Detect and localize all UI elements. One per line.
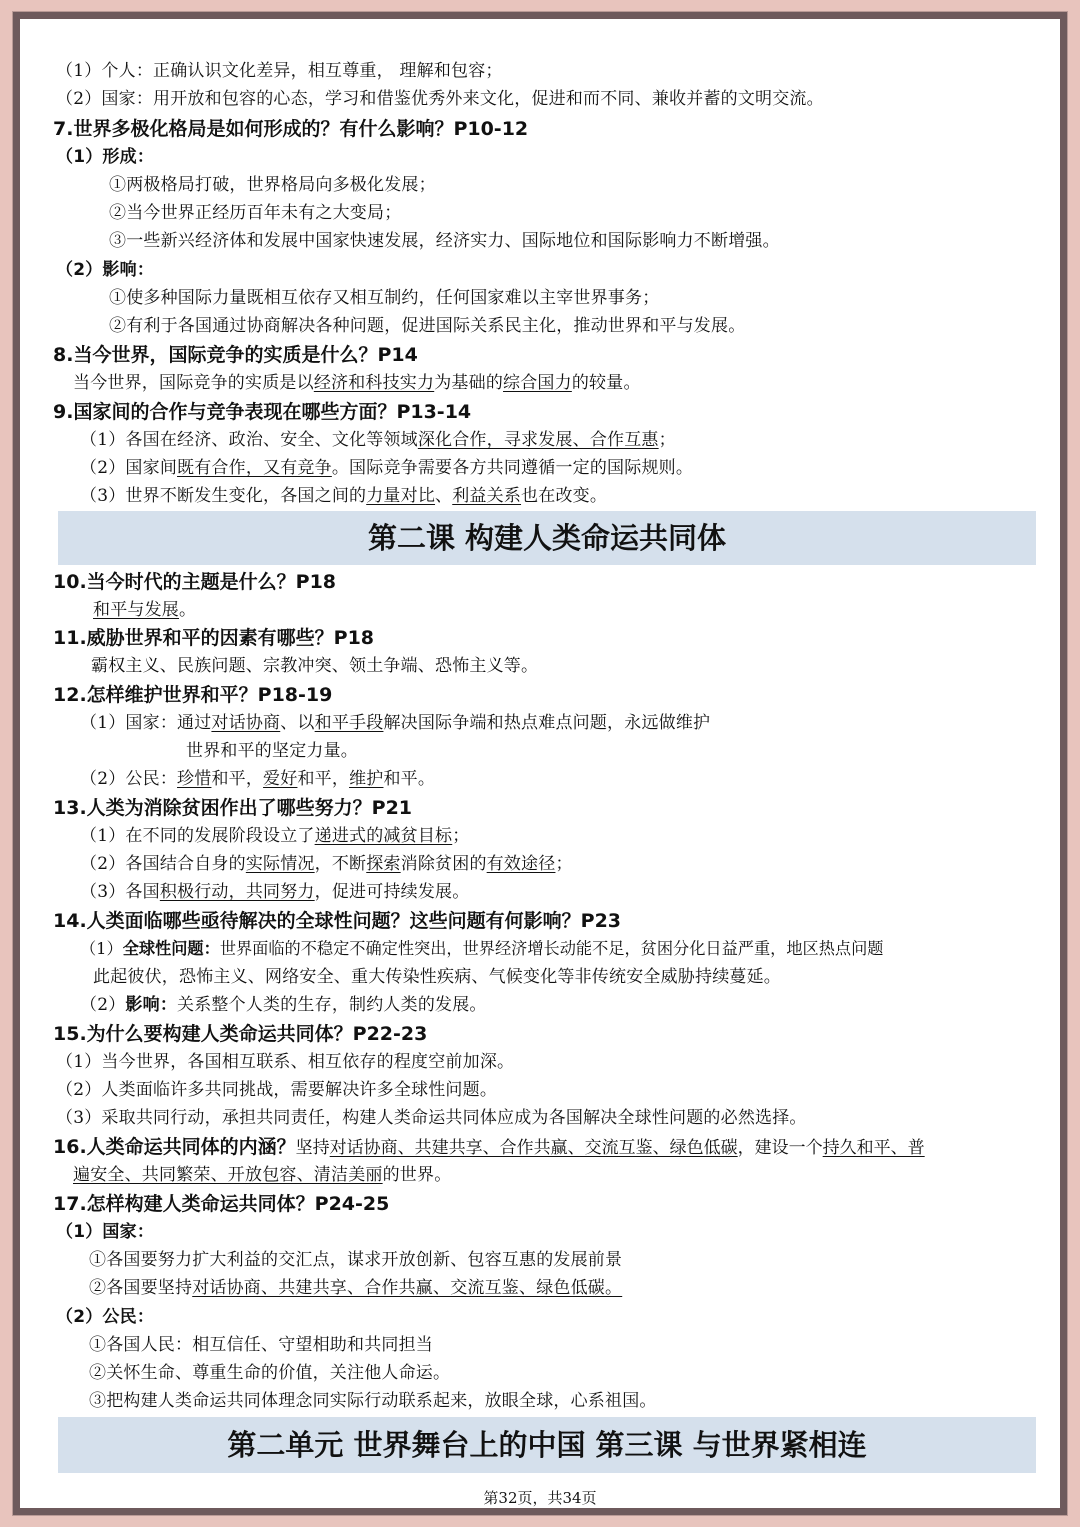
q15-answer-2: （2）人类面临许多共同挑战，需要解决许多全球性问题。 xyxy=(56,1080,498,1100)
q17-citizen-3: ③把构建人类命运共同体理念同实际行动联系起来，放眼全球，心系祖国。 xyxy=(89,1391,657,1411)
q9-answer-3: （3）世界不断发生变化，各国之间的力量对比、利益关系也在改变。 xyxy=(80,486,608,506)
q17-citizen-label: （2）公民： xyxy=(56,1307,155,1327)
q7-impact-1: ①使多种国际力量既相互依存又相互制约，任何国家难以主宰世界事务； xyxy=(109,288,660,308)
q9-answer-2: （2）国家间既有合作，又有竞争。国际竞争需要各方共同遵循一定的国际规则。 xyxy=(80,458,694,478)
q15-answer-3: （3）采取共同行动，承担共同责任，构建人类命运共同体应成为各国解决全球性问题的必然选择。 xyxy=(56,1108,807,1128)
q7-impact-label: （2）影响： xyxy=(56,260,155,280)
question-9: 9.国家间的合作与竞争表现在哪些方面？P13-14 xyxy=(53,401,472,423)
page-frame xyxy=(13,12,1067,1515)
q7-formation-2: ②当今世界正经历百年未有之大变局； xyxy=(109,203,402,223)
q13-answer-2: （2）各国结合自身的实际情况，不断探索消除贫困的有效途径； xyxy=(80,854,573,874)
unit-2-banner: 第二单元 世界舞台上的中国 第三课 与世界紧相连 xyxy=(58,1417,1036,1473)
q9-answer-1: （1）各国在经济、政治、安全、文化等领域深化合作，寻求发展、合作互惠； xyxy=(80,430,676,450)
q10-answer: 和平与发展。 xyxy=(93,600,197,620)
question-12: 12.怎样维护世界和平？P18-19 xyxy=(53,684,333,706)
q7-impact-2: ②有利于各国通过协商解决各种问题，促进国际关系民主化，推动世界和平与发展。 xyxy=(109,316,746,336)
q7-formation-3: ③一些新兴经济体和发展中国家快速发展，经济实力、国际地位和国际影响力不断增强。 xyxy=(109,231,780,251)
q8-answer: 当今世界，国际竞争的实质是以经济和科技实力为基础的综合国力的较量。 xyxy=(73,373,641,393)
q12-answer-2: （2）公民：珍惜和平，爱好和平，维护和平。 xyxy=(80,769,436,789)
lesson-2-banner: 第二课 构建人类命运共同体 xyxy=(58,511,1036,565)
q17-citizen-1: ①各国人民：相互信任、守望相助和共同担当 xyxy=(89,1335,433,1355)
page-number: 第32页，共34页 xyxy=(483,1489,597,1507)
q7-formation-label: （1）形成： xyxy=(56,147,155,167)
culture-individual-line: （1）个人：正确认识文化差异，相互尊重， 理解和包容； xyxy=(56,61,503,81)
q17-nation-1: ①各国要努力扩大利益的交汇点，谋求开放创新、包容互惠的发展前景 xyxy=(89,1250,623,1270)
q12-answer-1: （1）国家：通过对话协商、以和平手段解决国际争端和热点难点问题，永远做维护 xyxy=(80,713,711,733)
q17-nation-2: ②各国要坚持对话协商、共建共享、合作共赢、交流互鉴、绿色低碳。 xyxy=(89,1278,623,1298)
q14-answer-1: （1）全球性问题：世界面临的不稳定不确定性突出，世界经济增长动能不足，贫困分化日益严重，地区热点问题 xyxy=(80,939,884,958)
q15-answer-1: （1）当今世界，各国相互联系、相互依存的程度空前加深。 xyxy=(56,1052,515,1072)
question-13: 13.人类为消除贫困作出了哪些努力？P21 xyxy=(53,797,413,819)
question-17: 17.怎样构建人类命运共同体？P24-25 xyxy=(53,1193,390,1215)
q13-answer-1: （1）在不同的发展阶段设立了递进式的减贫目标； xyxy=(80,826,470,846)
q17-citizen-2: ②关怀生命、尊重生命的价值，关注他人命运。 xyxy=(89,1363,451,1383)
question-10: 10.当今时代的主题是什么？P18 xyxy=(53,571,337,593)
question-15: 15.为什么要构建人类命运共同体？P22-23 xyxy=(53,1023,428,1045)
culture-nation-line: （2）国家：用开放和包容的心态，学习和借鉴优秀外来文化，促进和而不同、兼收并蓄的文明交流。 xyxy=(56,89,824,109)
question-14: 14.人类面临哪些亟待解决的全球性问题？这些问题有何影响？P23 xyxy=(53,910,622,932)
q16-answer-cont: 遍安全、共同繁荣、开放包容、清洁美丽的世界。 xyxy=(73,1165,452,1185)
question-7: 7.世界多极化格局是如何形成的？有什么影响？P10-12 xyxy=(53,118,529,140)
question-11: 11.威胁世界和平的因素有哪些？P18 xyxy=(53,627,375,649)
q14-answer-1-cont: 此起彼伏，恐怖主义、网络安全、重大传染性疾病、气候变化等非传统安全威胁持续蔓延。 xyxy=(93,967,781,987)
q11-answer: 霸权主义、民族问题、宗教冲突、领土争端、恐怖主义等。 xyxy=(91,656,539,676)
question-8: 8.当今世界，国际竞争的实质是什么？P14 xyxy=(53,344,418,366)
q13-answer-3: （3）各国积极行动，共同努力，促进可持续发展。 xyxy=(80,882,470,902)
q14-answer-2: （2）影响：关系整个人类的生存，制约人类的发展。 xyxy=(80,995,487,1015)
q7-formation-1: ①两极格局打破，世界格局向多极化发展； xyxy=(109,175,436,195)
q12-answer-1-cont: 世界和平的坚定力量。 xyxy=(186,741,358,761)
q17-nation-label: （1）国家： xyxy=(56,1222,155,1242)
question-16: 16.人类命运共同体的内涵？坚持对话协商、共建共享、合作共赢、交流互鉴、绿色低碳，建设一个持久和平、普 xyxy=(53,1136,925,1158)
